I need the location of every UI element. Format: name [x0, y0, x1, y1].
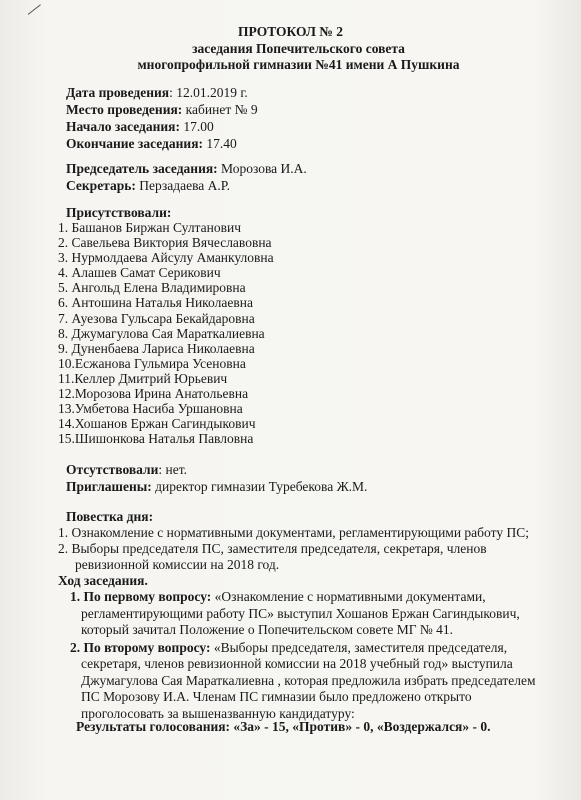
protocol-subtitle: заседания Попечительского совета — [192, 41, 405, 56]
meeting-date: Дата проведения: 12.01.2019 г. — [66, 85, 248, 100]
absent-invited — [66, 461, 367, 495]
progress-list — [70, 589, 536, 722]
agenda-item-2: 2. Выборы председателя ПС, заместителя председателя, секретаря, членов — [58, 541, 487, 556]
secretary: Секретарь: Перзадаева А.Р. — [66, 178, 230, 193]
list-item: 6. Антошина Наталья Николаевна — [58, 295, 253, 311]
question-1-line: который зачитал Положение о Попечительском совете МГ № 41. — [81, 622, 454, 637]
question-2: 2. По второму вопросу: «Выборы председателя, заместителя председателя, — [70, 639, 508, 655]
absent-line: Отсутствовали: нет. — [66, 462, 188, 477]
meeting-place: Место проведения: кабинет № 9 — [66, 102, 258, 117]
list-item: 3. Нурмолдаева Айсулу Аманкуловна — [58, 250, 274, 266]
list-item: 5. Ангольд Елена Владимировна — [58, 280, 246, 296]
voting-results: Результаты голосования: «За» - 15, «Против» - 0, «Воздержался» - 0. — [76, 719, 491, 734]
meeting-officers — [66, 160, 307, 194]
list-item: 12.Морозова Ирина Анатольевна — [58, 386, 249, 402]
protocol-organization: многопрофильной гимназии №41 имени А Пушкина — [137, 57, 460, 72]
list-item: 9. Дуненбаева Лариса Николаевна — [58, 340, 255, 356]
list-item: 10.Есжанова Гульмира Усеновна — [58, 355, 246, 371]
agenda-item-1: 1. Ознакомление с нормативными документами, регламентирующими работу ПС; — [58, 525, 529, 540]
question-2-line: секретаря, членов ревизионной комиссии на 2018 учебный год» выступила — [81, 656, 513, 671]
list-item: 14.Хошанов Ержан Сагиндыкович — [58, 416, 256, 432]
question-2-line: Джумагулова Сая Мараткалиевна , которая предложила избрать председателем — [81, 672, 536, 688]
agenda-list — [58, 525, 529, 573]
list-item: 2. Савельева Виктория Вячеславовна — [58, 235, 272, 251]
meeting-start: Начало заседания: 17.00 — [66, 119, 214, 134]
list-item: 4. Алашев Самат Серикович — [58, 265, 221, 281]
list-item: 1. Башанов Биржан Султанович — [58, 220, 241, 235]
invited-line: Приглашены: директор гимназии Туребекова Ж.М. — [66, 479, 368, 494]
list-item: 7. Ауезова Гульсара Бекайдаровна — [58, 310, 255, 326]
present-heading: Присутствовали: — [66, 205, 172, 220]
list-item: 15.Шишонкова Наталья Павловна — [58, 431, 254, 447]
protocol-title: ПРОТОКОЛ № 2 — [238, 24, 343, 39]
chairperson: Председатель заседания: Морозова И.А. — [66, 161, 307, 176]
question-2-line: ПС Морозову И.А. Членам ПС гимназии было предложено открыто — [81, 689, 472, 704]
meeting-details — [66, 84, 258, 152]
agenda-heading: Повестка дня: — [66, 509, 154, 524]
question-2-line: проголосовать за вышеназванную кандидатуру: — [81, 705, 355, 721]
list-item: 13.Умбетова Насиба Уршановна — [58, 401, 243, 417]
list-item: 8. Джумагулова Сая Мараткалиевна — [58, 325, 265, 341]
agenda-item-2-cont: ревизионной комиссии на 2018 год. — [75, 557, 280, 572]
question-1: 1. По первому вопросу: «Ознакомление с нормативными документами, — [70, 589, 486, 604]
attendee-list — [58, 220, 274, 446]
meeting-end: Окончание заседания: 17.40 — [66, 136, 237, 151]
scan-mark — [28, 4, 41, 15]
list-item: 11.Келлер Дмитрий Юрьевич — [58, 370, 228, 386]
progress-heading: Ход заседания. — [58, 573, 148, 588]
question-1-line: регламентирующими работу ПС» выступил Хошанов Ержан Сагиндыкович, — [81, 605, 520, 621]
